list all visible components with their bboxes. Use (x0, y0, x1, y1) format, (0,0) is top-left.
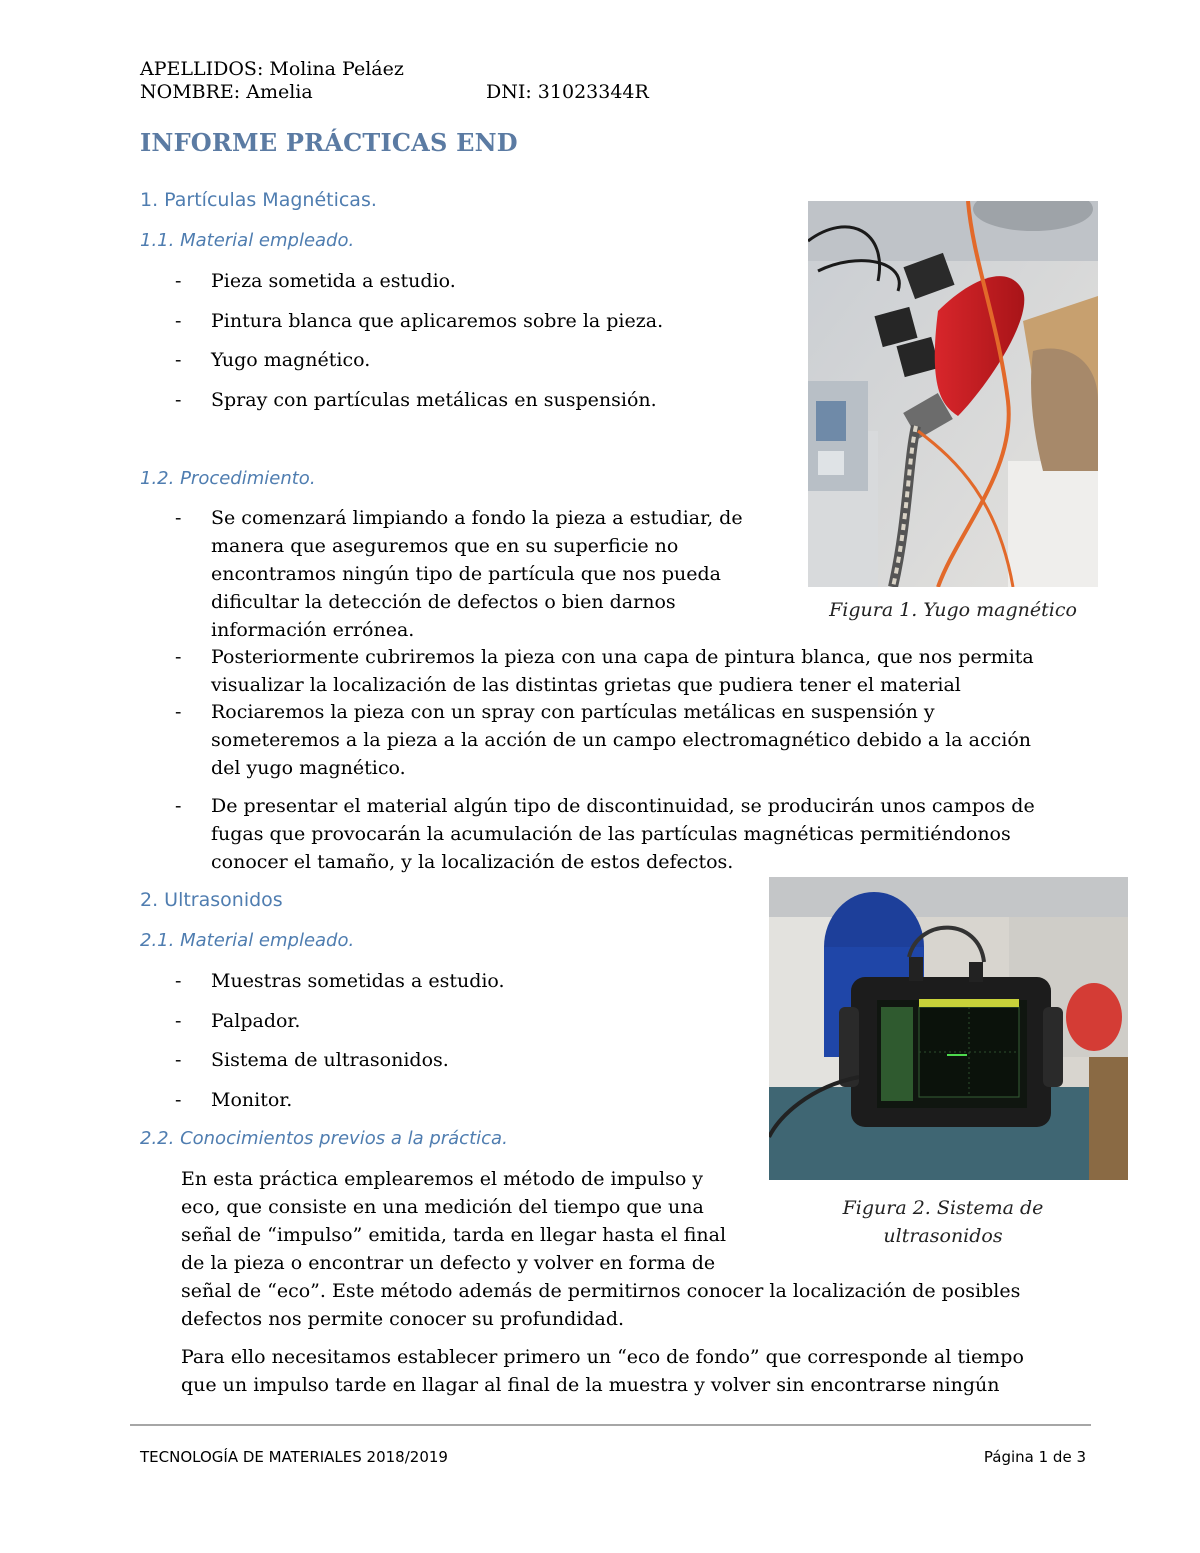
section-1-2-heading: 1.2. Procedimiento. (140, 468, 316, 489)
footer-course: TECNOLOGÍA DE MATERIALES 2018/2019 (140, 1448, 448, 1466)
paragraph-background-echo: Para ello necesitamos establecer primero un “eco de fondo” que corresponde al tiempo que un impulso tarde en llagar al final de la muestra y volver sin encontrarse ningún (181, 1346, 1024, 1396)
yoke-photo-image (808, 201, 1098, 587)
surname-line: APELLIDOS: Molina Peláez (140, 58, 404, 80)
section-2-1-heading: 2.1. Material empleado. (140, 930, 355, 951)
dni-line: DNI: 31023344R (486, 81, 649, 103)
section-2-heading: 2. Ultrasonidos (140, 889, 283, 911)
paragraph-impulse-echo: En esta práctica emplearemos el método de impulso y eco, que consiste en una medición del tiempo que una señal de “impulso” emitida, tarda en llegar hasta el final de la pieza o encontrar un defecto y volver en forma de señal de “eco”. Este método además de permitirnos conocer la localización de posibles defectos nos permite conocer su profundidad. (181, 1168, 1021, 1330)
figure-2-photo (769, 877, 1128, 1180)
section-1-heading: 1. Partículas Magnéticas. (140, 189, 377, 211)
section-2-2-heading: 2.2. Conocimientos previos a la práctica. (140, 1128, 508, 1149)
footer-divider (130, 1424, 1091, 1426)
name-line: NOMBRE: Amelia (140, 81, 313, 103)
figure-2-caption: Figura 2. Sistema de ultrasonidos (842, 1197, 1044, 1247)
page-number: Página 1 de 3 (983, 1448, 1086, 1466)
ultrasound-photo-image (769, 877, 1128, 1180)
figure-1-caption: Figura 1. Yugo magnético (829, 599, 1077, 621)
section-1-1-heading: 1.1. Material empleado. (140, 230, 355, 251)
document-title: INFORME PRÁCTICAS END (140, 128, 518, 157)
figure-1-photo (808, 201, 1098, 587)
